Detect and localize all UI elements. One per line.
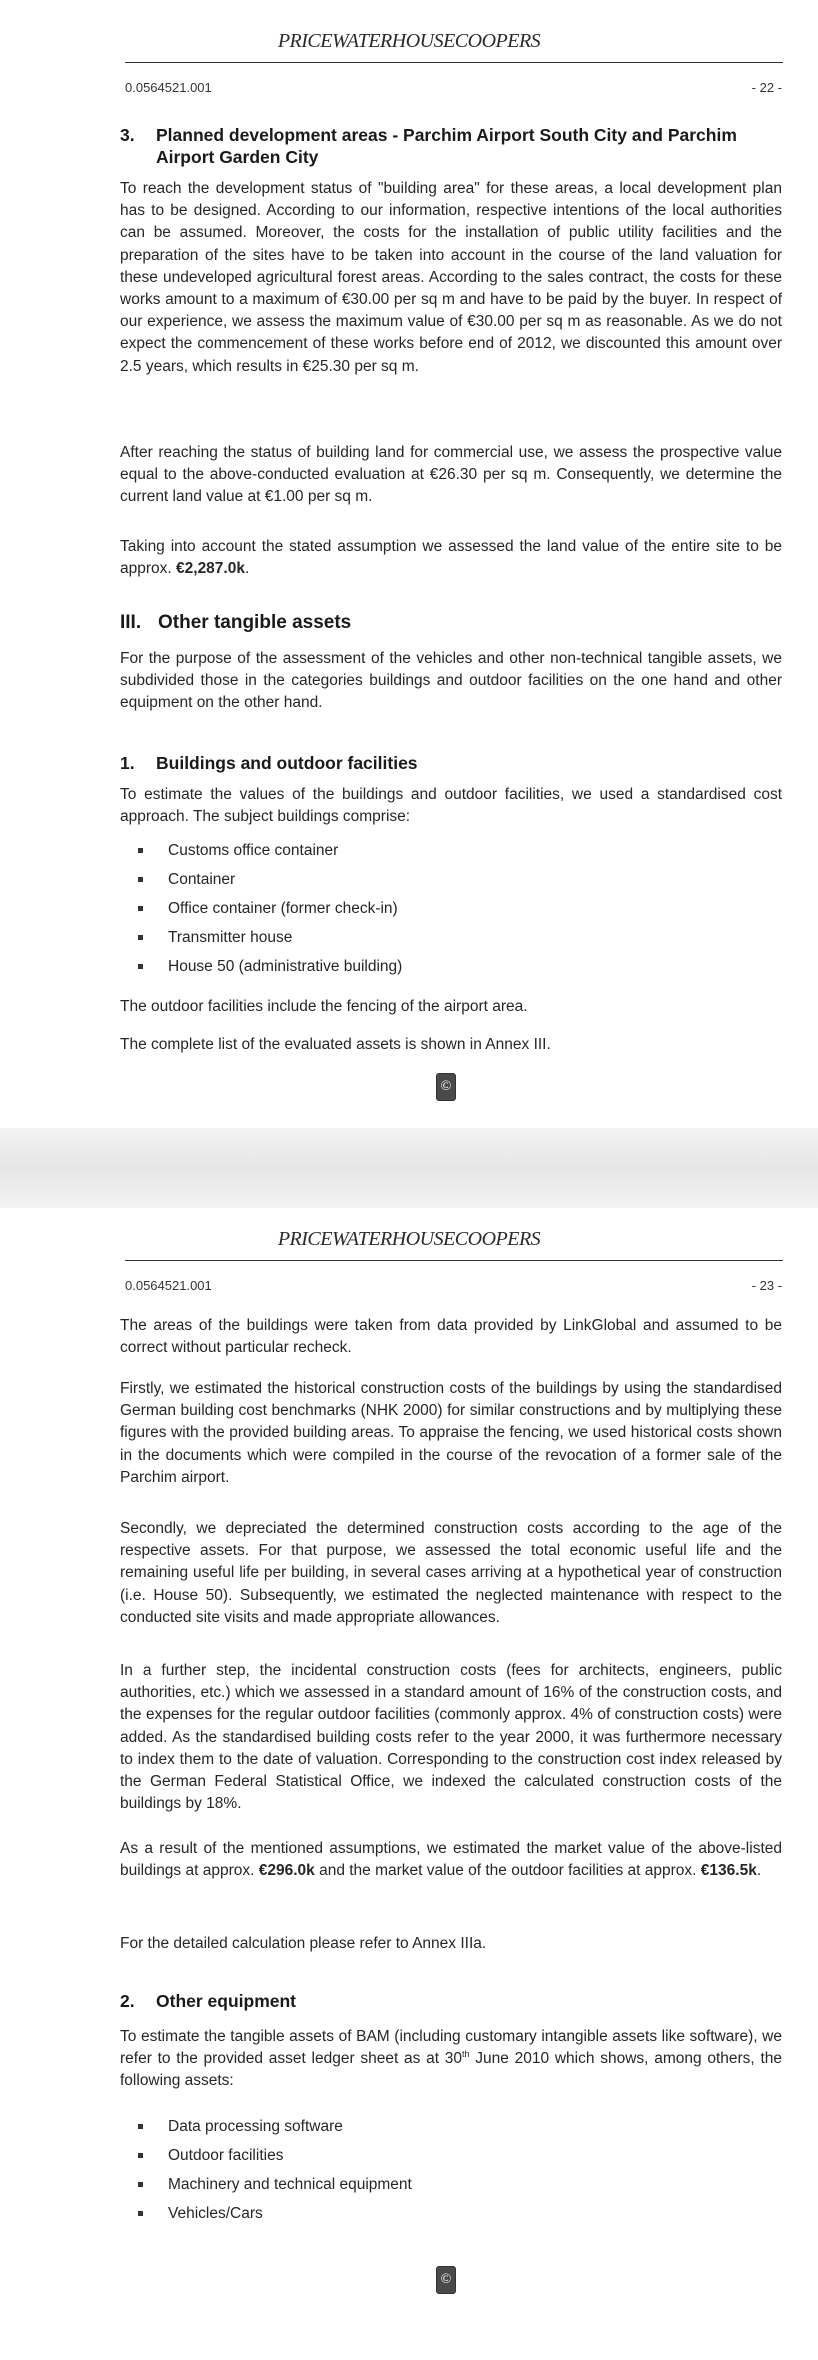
outdoor-value: €136.5k [700,1862,757,1880]
paragraph-text: Secondly, we depreciated the determined construction costs according to the age of the respective assets. For that purpose, we assessed the total economic useful life and the remaining useful life per building, in several cases arriving at a hypothetical year of construction (i.e. House 50). Subsequently, we estimated the neglected maintenance with respect to the conducted site visits and made appropriate allowances. [120,1520,782,1626]
text-run: . [244,560,250,578]
paragraph [120,784,782,828]
paragraph [120,1315,782,1359]
paragraph [120,1034,782,1056]
section-3-heading [120,124,782,168]
text-run: and the market value of the outdoor facilities at approx. [314,1862,701,1880]
section-number: 3. [120,125,135,145]
section-title: Other equipment [156,1991,297,2011]
paragraph-text: For the detailed calculation please refer to Annex IIIa. [120,1935,487,1952]
section-1-heading [120,752,782,774]
pwc-logo [0,30,818,53]
header-rule [125,62,783,63]
assets-list [120,2112,782,2228]
paragraph-text: For the purpose of the assessment of the vehicles and other non-technical tangible assets, we subdivided those in the categories buildings and outdoor facilities on the one hand and other equipment on the other hand. [120,650,782,712]
paragraph [120,536,782,580]
superscript: th [462,2049,470,2060]
paragraph-text [120,536,782,580]
stamp-icon: © [436,1073,456,1101]
text-run: June 2010 which shows, among others, the following assets: [120,2050,782,2090]
text-run: Taking into account the stated assumption we assessed the land value of the entire site to be approx. [120,538,782,578]
paragraph-text [120,2026,782,2093]
stamp-icon: © [436,2266,456,2294]
pwc-logo [0,1228,818,1251]
text-run: To estimate the tangible assets of BAM (including customary intangible assets like software), we refer to the provided asset ledger sheet as at 30 [120,2028,782,2068]
paragraph [120,1378,782,1489]
paragraph [120,648,782,715]
buildings-value: €296.0k [258,1862,315,1880]
paragraph [120,996,782,1018]
paragraph-text: To estimate the values of the buildings and outdoor facilities, we used a standardised cost approach. The subject buildings comprise: [120,786,782,826]
document-page-23 [0,1208,818,2360]
text-run: As a result of the mentioned assumptions, we estimated the market value of the above-listed buildings at approx. [120,1840,782,1880]
paragraph [120,2026,782,2093]
list-item: Vehicles/Cars [138,2199,782,2228]
text-run: . [756,1862,762,1880]
list-item: Outdoor facilities [138,2141,782,2170]
list-item: Office container (former check-in) [138,894,782,923]
section-title: Planned development areas - Parchim Airport South City and Parchim Airport Garden City [156,125,737,167]
section-number: 1. [120,753,135,773]
paragraph-text: In a further step, the incidental construction costs (fees for architects, engineers, public authorities, etc.) which we assessed in a standard amount of 16% of the construction costs, and the expenses for the regular outdoor facilities (commonly approx. 4% of construction costs) were added. As the standardised building costs refer to the year 2000, it was furthermore necessary to index them to the date of valuation. Corresponding to the construction cost index released by the German Federal Statistical Office, we indexed the calculated construction costs of the buildings by 18%. [120,1662,782,1813]
paragraph [120,1838,782,1882]
page-number: - 22 - [751,80,782,95]
paragraph [120,1933,782,1955]
logo-text: PRICEWATERHOUSECOOPERS [277,30,541,52]
paragraph [120,442,782,509]
paragraph-text [120,1838,782,1882]
paragraph [120,1518,782,1629]
list-item: Machinery and technical equipment [138,2170,782,2199]
section-title: Buildings and outdoor facilities [156,753,418,773]
section-number: 2. [120,1991,135,2011]
document-page-22 [0,0,818,1128]
doc-reference: 0.0564521.001 [125,80,212,95]
logo-text: PRICEWATERHOUSECOOPERS [277,1228,541,1250]
section-2-heading [120,1990,782,2012]
paragraph-text: To reach the development status of "building area" for these areas, a local development plan has to be designed. According to our information, respective intentions of the local authorities can be assumed. Moreover, the costs for the installation of public utility facilities and the preparation of the sites have to be taken into account in the course of the land valuation for these undeveloped agricultural forest areas. According to the sales contract, the costs for these works amount to a maximum of €30.00 per sq m and have to be paid by the buyer. In respect of our experience, we assess the maximum value of €30.00 per sq m as reasonable. As we do not expect the commencement of these works before end of 2012, we discounted this amount over 2.5 years, which results in €25.30 per sq m. [120,180,782,375]
paragraph [120,1660,782,1815]
header-rule [125,1260,783,1261]
page-number: - 23 - [751,1278,782,1293]
paragraph-text: After reaching the status of building land for commercial use, we assess the prospective value equal to the above-conducted evaluation at €26.30 per sq m. Consequently, we determine the current land value at €1.00 per sq m. [120,444,782,506]
paragraph-text: The complete list of the evaluated assets is shown in Annex III. [120,1036,551,1053]
paragraph [120,178,782,378]
land-value-amount: €2,287.0k [176,560,245,578]
paragraph-text: Firstly, we estimated the historical construction costs of the buildings by using the standardised German building cost benchmarks (NHK 2000) for similar constructions and by multiplying these figures with the provided building areas. To appraise the fencing, we used historical costs shown in the documents which were compiled in the course of the revocation of a former sale of the Parchim airport. [120,1380,782,1486]
list-item: Data processing software [138,2112,782,2141]
list-item: House 50 (administrative building) [138,952,782,981]
doc-reference: 0.0564521.001 [125,1278,212,1293]
list-item: Transmitter house [138,923,782,952]
page-separator [0,1128,818,1208]
paragraph-text: The areas of the buildings were taken from data provided by LinkGlobal and assumed to be correct without particular recheck. [120,1317,782,1357]
list-item: Customs office container [138,836,782,865]
paragraph-text: The outdoor facilities include the fencing of the airport area. [120,998,528,1015]
section-title: Other tangible assets [158,612,352,633]
section-number: III. [120,612,142,633]
list-item: Container [138,865,782,894]
section-III-heading [120,611,782,635]
buildings-list [120,836,782,981]
